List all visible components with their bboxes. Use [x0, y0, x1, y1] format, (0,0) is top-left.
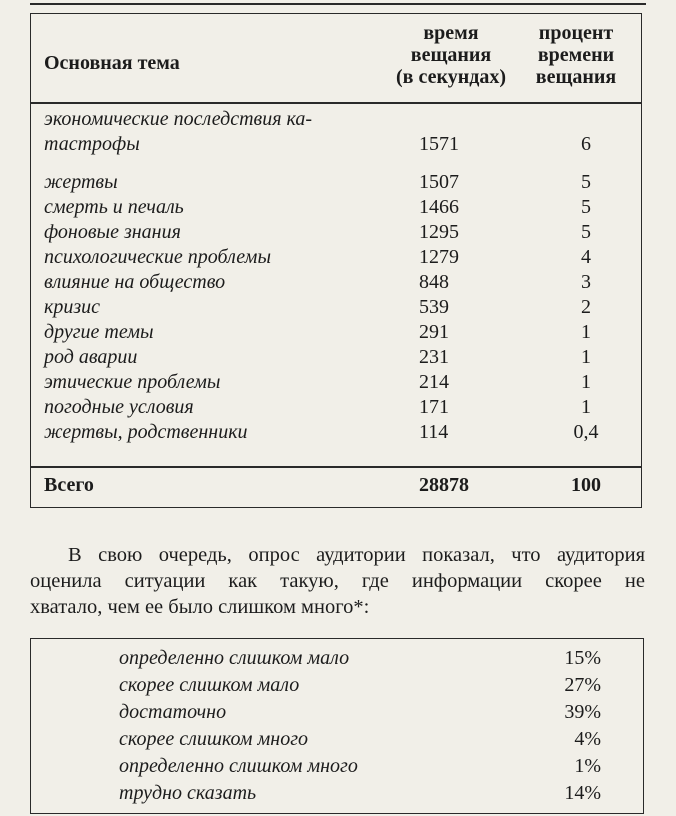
- topic-label: этические проблемы: [44, 371, 221, 393]
- table-row: [31, 371, 641, 396]
- broadcast-topics-table: [30, 13, 642, 508]
- survey-option-value: 15%: [564, 647, 601, 669]
- percent-value: 1: [581, 396, 591, 418]
- header-time: время вещания (в секундах): [396, 22, 506, 88]
- topic-label: фоновые знания: [44, 221, 181, 243]
- time-value: 291: [419, 321, 449, 343]
- table-row: [31, 271, 641, 296]
- total-label: Всего: [44, 474, 94, 496]
- table-row: [31, 171, 641, 196]
- table-header: [31, 14, 641, 102]
- survey-option-label: достаточно: [119, 701, 227, 723]
- time-value: 1295: [419, 221, 459, 243]
- survey-option-label: скорее слишком мало: [119, 674, 300, 696]
- survey-row: [31, 647, 643, 673]
- table-row: [31, 396, 641, 421]
- body-paragraph: [30, 542, 645, 620]
- time-value: 171: [419, 396, 449, 418]
- table-row: [31, 296, 641, 321]
- audience-survey-table: [30, 638, 644, 814]
- survey-option-label: определенно слишком мало: [119, 647, 350, 669]
- time-value: 1279: [419, 246, 459, 268]
- percent-value: 5: [581, 221, 591, 243]
- topic-label: погодные условия: [44, 396, 194, 418]
- paragraph-line: В свою очередь, опрос аудитории показал, что аудитория: [68, 544, 645, 566]
- header-percent: процент времени вещания: [535, 22, 617, 88]
- survey-row: [31, 701, 643, 727]
- topic-label: психологические проблемы: [44, 246, 271, 268]
- table-row: [31, 246, 641, 271]
- percent-value: 1: [581, 321, 591, 343]
- paragraph-line: хватало, чем ее было слишком много*:: [30, 596, 370, 618]
- table-row: [31, 108, 641, 158]
- survey-row: [31, 782, 643, 808]
- time-value: 214: [419, 371, 449, 393]
- topic-label: кризис: [44, 296, 101, 318]
- survey-option-label: трудно сказать: [119, 782, 257, 804]
- percent-value: 6: [581, 133, 591, 155]
- time-value: 114: [419, 421, 449, 443]
- total-time: 28878: [419, 474, 469, 496]
- survey-option-value: 14%: [564, 782, 601, 804]
- time-value: 1571: [419, 133, 459, 155]
- percent-value: 5: [581, 196, 591, 218]
- time-value: 231: [419, 346, 449, 368]
- table-row: [31, 346, 641, 371]
- survey-option-value: 27%: [564, 674, 601, 696]
- topic-label: род аварии: [44, 346, 138, 368]
- table-row: [31, 196, 641, 221]
- topic-label: тастрофы: [44, 133, 140, 155]
- time-value: 1507: [419, 171, 459, 193]
- percent-value: 0,4: [573, 421, 599, 443]
- time-value: 848: [419, 271, 449, 293]
- time-value: 1466: [419, 196, 459, 218]
- survey-option-label: определенно слишком много: [119, 755, 358, 777]
- percent-value: 4: [581, 246, 591, 268]
- percent-value: 3: [581, 271, 591, 293]
- topic-label: другие темы: [44, 321, 154, 343]
- percent-value: 5: [581, 171, 591, 193]
- topic-label: экономические последствия ка-: [44, 108, 313, 130]
- time-value: 539: [419, 296, 449, 318]
- table-row: [31, 221, 641, 246]
- survey-row: [31, 674, 643, 700]
- survey-row: [31, 755, 643, 781]
- survey-row: [31, 728, 643, 754]
- table-row: [31, 321, 641, 346]
- survey-option-value: 4%: [574, 728, 601, 750]
- topic-label: жертвы: [44, 171, 118, 193]
- paragraph-line: оценила ситуации как такую, где информации скорее не: [30, 570, 645, 592]
- survey-option-label: скорее слишком много: [119, 728, 309, 750]
- total-divider: [31, 466, 641, 468]
- table-row-total: [31, 474, 641, 499]
- topic-label: смерть и печаль: [44, 196, 184, 218]
- top-rule: [30, 3, 646, 5]
- table-row: [31, 421, 641, 446]
- percent-value: 2: [581, 296, 591, 318]
- header-topic: Основная тема: [44, 52, 180, 74]
- survey-option-value: 39%: [564, 701, 601, 723]
- topic-label: влияние на общество: [44, 271, 226, 293]
- header-divider: [31, 102, 641, 104]
- percent-value: 1: [581, 346, 591, 368]
- topic-label: жертвы, родственники: [44, 421, 248, 443]
- total-percent: 100: [571, 474, 601, 496]
- survey-option-value: 1%: [574, 755, 601, 777]
- percent-value: 1: [581, 371, 591, 393]
